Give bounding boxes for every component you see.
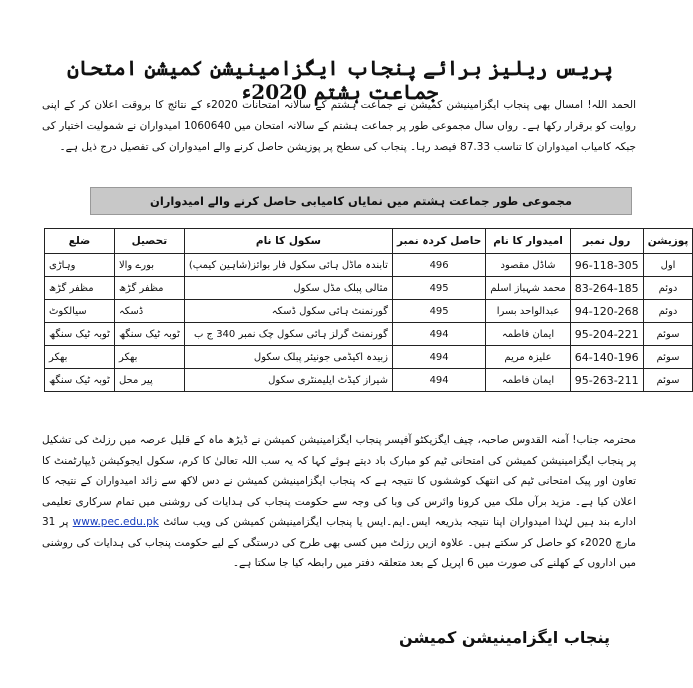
cell-district: سیالکوٹ — [45, 300, 115, 323]
cell-position: اول — [643, 254, 693, 277]
header-roll-number: رول نمبر — [570, 229, 643, 254]
cell-roll-number: 96-118-305 — [570, 254, 643, 277]
body-text-part-2: پر 31 مارچ 2020ء کو حاصل کر سکتے ہیں۔ علاوہ ازیں رزلٹ میں کسی بھی طرح کی درستگی کے لیے حکومت پنجاب کی ہدایات کی روشنی میں اداروں کے کھلنے کی صورت میں 6 اپریل کے بعد متعلقہ دفتر میں رابطہ کیا جا سکتا ہے۔ — [42, 516, 636, 569]
cell-marks: 496 — [392, 254, 485, 277]
cell-candidate-name: عبدالواحد بسرا — [486, 300, 570, 323]
cell-district: بھکر — [45, 346, 115, 369]
body-paragraph — [42, 430, 636, 574]
header-school-name: سکول کا نام — [184, 229, 392, 254]
cell-position: دوئم — [643, 277, 693, 300]
cell-marks: 494 — [392, 323, 485, 346]
cell-roll-number: 95-204-221 — [570, 323, 643, 346]
cell-marks: 494 — [392, 369, 485, 392]
cell-tehsil: پیر محل — [114, 369, 184, 392]
table-row — [45, 323, 693, 346]
cell-candidate-name: ایمان فاطمہ — [486, 369, 570, 392]
cell-school-name: زبیدہ اکیڈمی جونیئر پبلک سکول — [184, 346, 392, 369]
cell-roll-number: 83-264-185 — [570, 277, 643, 300]
table-row — [45, 300, 693, 323]
cell-school-name: تابندہ ماڈل ہائی سکول فار بوائز(شاہین کیمپ) — [184, 254, 392, 277]
cell-school-name: شیراز کیڈٹ ایلیمنٹری سکول — [184, 369, 392, 392]
cell-school-name: گورنمنٹ ہائی سکول ڈسکہ — [184, 300, 392, 323]
table-banner: مجموعی طور جماعت ہشتم میں نمایاں کامیابی حاصل کرنے والے امیدواران — [90, 187, 632, 215]
cell-district: ٹوبہ ٹیک سنگھ — [45, 323, 115, 346]
cell-marks: 495 — [392, 300, 485, 323]
header-position: پوزیشن — [643, 229, 693, 254]
cell-candidate-name: ایمان فاطمہ — [486, 323, 570, 346]
press-release-title: پریس ریلیز برائے پنجاب ایگزامینیشن کمیشن امتحان جماعت ہشتم 2020ء — [67, 56, 613, 104]
cell-roll-number: 94-120-268 — [570, 300, 643, 323]
cell-candidate-name: شاڈل مقصود — [486, 254, 570, 277]
cell-tehsil: بورے والا — [114, 254, 184, 277]
cell-roll-number: 95-263-211 — [570, 369, 643, 392]
cell-school-name: مثالی پبلک مڈل سکول — [184, 277, 392, 300]
cell-district: مظفر گڑھ — [45, 277, 115, 300]
cell-marks: 494 — [392, 346, 485, 369]
cell-marks: 495 — [392, 277, 485, 300]
cell-position: سوئم — [643, 346, 693, 369]
cell-candidate-name: علیزہ مریم — [486, 346, 570, 369]
table-row — [45, 369, 693, 392]
header-district: ضلع — [45, 229, 115, 254]
body-text-part-1: محترمہ جناب! آمنہ القدوس صاحبہ، چیف ایگزیکٹو آفیسر پنجاب ایگزامینیشن کمیشن نے ڈیڑھ ماہ کے قلیل عرصہ میں رزلٹ کی تشکیل پر پنجاب ایگزامینیشن کمیشن کی امتحانی ٹیم کو مبارک باد دیتے ہوئے کہا کہ یہ سب اللہ تعالیٰ کا کرم، سکول ایجوکیشن ڈیپارٹمنٹ کا تعاون اور پیک امتحانی ٹیم کی انتھک کوششوں کا نتیجہ ہے کہ پنجاب ایگزامینیشن کمیشن نے دس لاکھ سے زائد امیدواران کے نتیجہ کا اعلان کیا ہے۔ مزید برآں ملک میں کرونا وائرس کی وبا کی وجہ سے حکومت پنجاب کی ہدایات کی روشنی میں تمام سرکاری تعلیمی ادارے بند ہیں لہٰذا امیدواران اپنا نتیجہ بذریعہ ایس۔ایم۔ایس یا پنجاب ایگزامینیشن کمیشن کی ویب سائٹ — [42, 434, 637, 528]
cell-tehsil: مظفر گڑھ — [114, 277, 184, 300]
table-row — [45, 346, 693, 369]
results-table — [44, 228, 693, 392]
table-row — [45, 254, 693, 277]
cell-school-name: گورنمنٹ گرلز ہائی سکول چک نمبر 340 ج ب — [184, 323, 392, 346]
header-tehsil: تحصیل — [114, 229, 184, 254]
signature: پنجاب ایگزامینیشن کمیشن — [399, 628, 610, 647]
header-candidate-name: امیدوار کا نام — [486, 229, 570, 254]
website-link[interactable]: www.pec.edu.pk — [72, 516, 159, 528]
table-header-row — [45, 229, 693, 254]
table-row — [45, 277, 693, 300]
intro-paragraph: الحمد اللہ! امسال بھی پنجاب ایگزامینیشن کمیشن نے جماعت ہشتم کے سالانہ امتحانات 2020ء کے نتائج کا بروقت اعلان کر کے اپنی روایت کو برقرار رکھا ہے۔ رواں سال مجموعی طور پر جماعت ہشتم کے سالانہ امتحان میں 1060640 امیدواران نے شمولیت اختیار کی جبکہ کامیاب امیدواران کا تناسب 87.33 فیصد رہا۔ پنجاب کی سطح پر پوزیشن حاصل کرنے والے امیدواران کی تفصیل درج ذیل ہے۔ — [42, 99, 636, 153]
cell-position: دوئم — [643, 300, 693, 323]
cell-roll-number: 64-140-196 — [570, 346, 643, 369]
cell-district: وہاڑی — [45, 254, 115, 277]
cell-position: سوئم — [643, 323, 693, 346]
header-marks: حاصل کردہ نمبر — [392, 229, 485, 254]
cell-tehsil: بھکر — [114, 346, 184, 369]
cell-position: سوئم — [643, 369, 693, 392]
cell-candidate-name: محمد شہباز اسلم — [486, 277, 570, 300]
cell-tehsil: ڈسکہ — [114, 300, 184, 323]
cell-tehsil: ٹوبہ ٹیک سنگھ — [114, 323, 184, 346]
cell-district: ٹوبہ ٹیک سنگھ — [45, 369, 115, 392]
